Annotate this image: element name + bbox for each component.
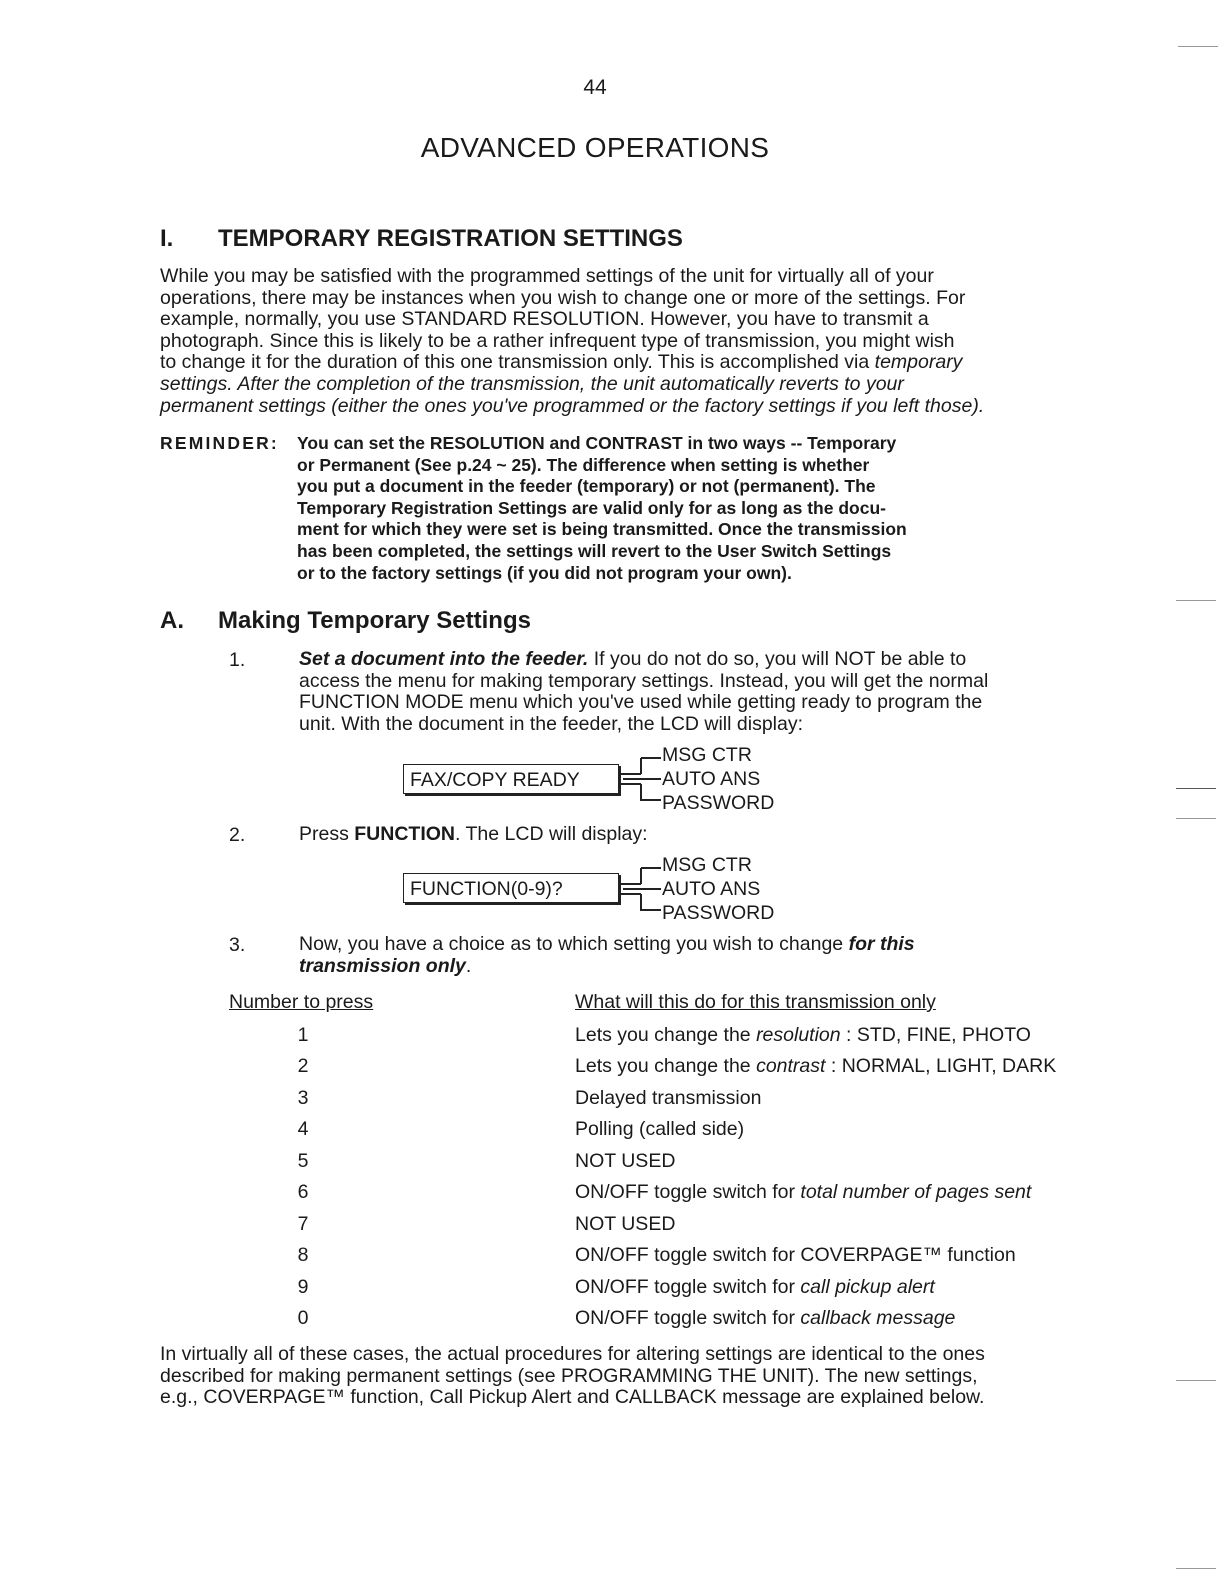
step-1-text	[299, 649, 988, 735]
table-row-description: Lets you change the resolution : STD, FINE, PHOTO	[575, 1024, 1031, 1046]
reminder-line: you put a document in the feeder (temporary) or not (permanent). The	[297, 476, 876, 497]
closing-line: described for making permanent settings (see PROGRAMMING THE UNIT). The new settings,	[160, 1364, 978, 1387]
lcd-option-password: PASSWORD	[662, 902, 775, 924]
table-header-description: What will this do for this transmission only	[575, 991, 936, 1013]
lcd-bracket-icon	[619, 864, 663, 914]
step-2-number: 2.	[229, 824, 246, 846]
table-row-description: ON/OFF toggle switch for COVERPAGE™ function	[575, 1244, 1016, 1266]
table-row-number: 5	[297, 1150, 309, 1172]
intro-italic-line: settings. After the completion of the transmission, the unit automatically reverts to your	[160, 372, 904, 395]
function-key: FUNCTION	[354, 823, 456, 845]
table-row-number: 0	[297, 1307, 309, 1329]
table-row-description: ON/OFF toggle switch for call pickup alert	[575, 1276, 935, 1298]
intro-paragraph	[160, 266, 1040, 417]
table-row-number: 9	[297, 1276, 309, 1298]
page-title: ADVANCED OPERATIONS	[420, 132, 770, 163]
table-row-description: Polling (called side)	[575, 1118, 745, 1140]
reminder-label: REMINDER:	[160, 433, 279, 453]
lcd-option-auto-ans: AUTO ANS	[662, 768, 761, 790]
table-row-description: ON/OFF toggle switch for callback message	[575, 1307, 956, 1329]
lcd-display: FUNCTION(0-9)?	[403, 873, 619, 903]
reminder-body	[297, 433, 907, 584]
scan-margin-mark	[1176, 1568, 1216, 1569]
step-1-line: Set a document into the feeder. If you do not do so, you will NOT be able to	[299, 648, 967, 670]
intro-italic-word: temporary	[874, 351, 963, 374]
table-row-number: 2	[297, 1055, 309, 1077]
page-number: 44	[583, 76, 607, 99]
scan-margin-mark	[1176, 788, 1216, 789]
step-1-number: 1.	[229, 649, 246, 671]
table-row-description: NOT USED	[575, 1150, 676, 1172]
table-row-number: 6	[297, 1181, 309, 1203]
lcd-option-password: PASSWORD	[662, 792, 775, 814]
intro-line-text: to change it for the duration of this one transmission only. This is accomplished via	[160, 351, 870, 374]
closing-paragraph	[160, 1344, 1040, 1409]
lcd-option-auto-ans: AUTO ANS	[662, 878, 761, 900]
step-3-number: 3.	[229, 934, 246, 956]
subsection-title: Making Temporary Settings	[218, 607, 531, 634]
reminder-line: or to the factory settings (if you did not program your own).	[297, 562, 792, 583]
closing-line: e.g., COVERPAGE™ function, Call Pickup Alert and CALLBACK message are explained below.	[160, 1386, 985, 1409]
step-1-emphasis: Set a document into the feeder.	[299, 648, 589, 670]
table-header-number: Number to press	[229, 991, 374, 1013]
lcd-bracket-icon	[619, 754, 663, 804]
table-row-description: Delayed transmission	[575, 1087, 762, 1109]
section-number: I.	[160, 225, 174, 252]
step-3-line: transmission only.	[299, 954, 472, 977]
step-3-line: Now, you have a choice as to which setting you wish to change for this	[299, 933, 915, 955]
closing-line: In virtually all of these cases, the actual procedures for altering settings are identical to the ones	[160, 1343, 985, 1365]
lcd-option-msg-ctr: MSG CTR	[662, 854, 752, 876]
scan-margin-mark	[1176, 1380, 1216, 1381]
section-title: TEMPORARY REGISTRATION SETTINGS	[218, 225, 683, 252]
scan-margin-mark	[1176, 600, 1216, 601]
table-row-number: 7	[297, 1213, 309, 1235]
table-row-number: 4	[297, 1118, 309, 1140]
table-row-number: 1	[297, 1024, 309, 1046]
reminder-line: or Permanent (See p.24 ~ 25). The difference when setting is whether	[297, 454, 870, 475]
lcd-option-msg-ctr: MSG CTR	[662, 744, 752, 766]
reminder-line: has been completed, the settings will revert to the User Switch Settings	[297, 540, 892, 561]
lcd-display: FAX/COPY READY	[403, 764, 619, 794]
intro-line: photograph. Since this is likely to be a rather infrequent type of transmission, you might wish	[160, 329, 955, 352]
table-row-description: NOT USED	[575, 1213, 676, 1235]
table-row-number: 3	[297, 1087, 309, 1109]
intro-line	[160, 352, 1040, 374]
step-1-line: access the menu for making temporary settings. Instead, you will get the normal	[299, 669, 989, 692]
table-row-description: Lets you change the contrast : NORMAL, LIGHT, DARK	[575, 1055, 1057, 1077]
intro-italic-line: permanent settings (either the ones you've programmed or the factory settings if you left those).	[160, 394, 985, 417]
table-row-number: 8	[297, 1244, 309, 1266]
reminder-line: ment for which they were set is being transmitted. Once the transmission	[297, 519, 907, 540]
step-1-line: unit. With the document in the feeder, the LCD will display:	[299, 712, 804, 735]
scan-margin-mark	[1176, 818, 1216, 819]
step-3-text	[299, 934, 915, 977]
scan-margin-mark	[1178, 46, 1218, 47]
intro-line: operations, there may be instances when you wish to change one or more of the settings. For	[160, 286, 966, 309]
step-2-text: Press FUNCTION. The LCD will display:	[299, 823, 648, 845]
reminder-line: You can set the RESOLUTION and CONTRAST in two ways -- Temporary	[297, 433, 897, 453]
intro-line: While you may be satisfied with the programmed settings of the unit for virtually all of your	[160, 265, 934, 287]
table-row-description: ON/OFF toggle switch for total number of pages sent	[575, 1181, 1032, 1203]
subsection-letter: A.	[160, 607, 184, 634]
intro-line: example, normally, you use STANDARD RESOLUTION. However, you have to transmit a	[160, 308, 929, 331]
step-1-line: FUNCTION MODE menu which you've used while getting ready to program the	[299, 691, 983, 714]
reminder-line: Temporary Registration Settings are valid only for as long as the docu-	[297, 497, 886, 518]
